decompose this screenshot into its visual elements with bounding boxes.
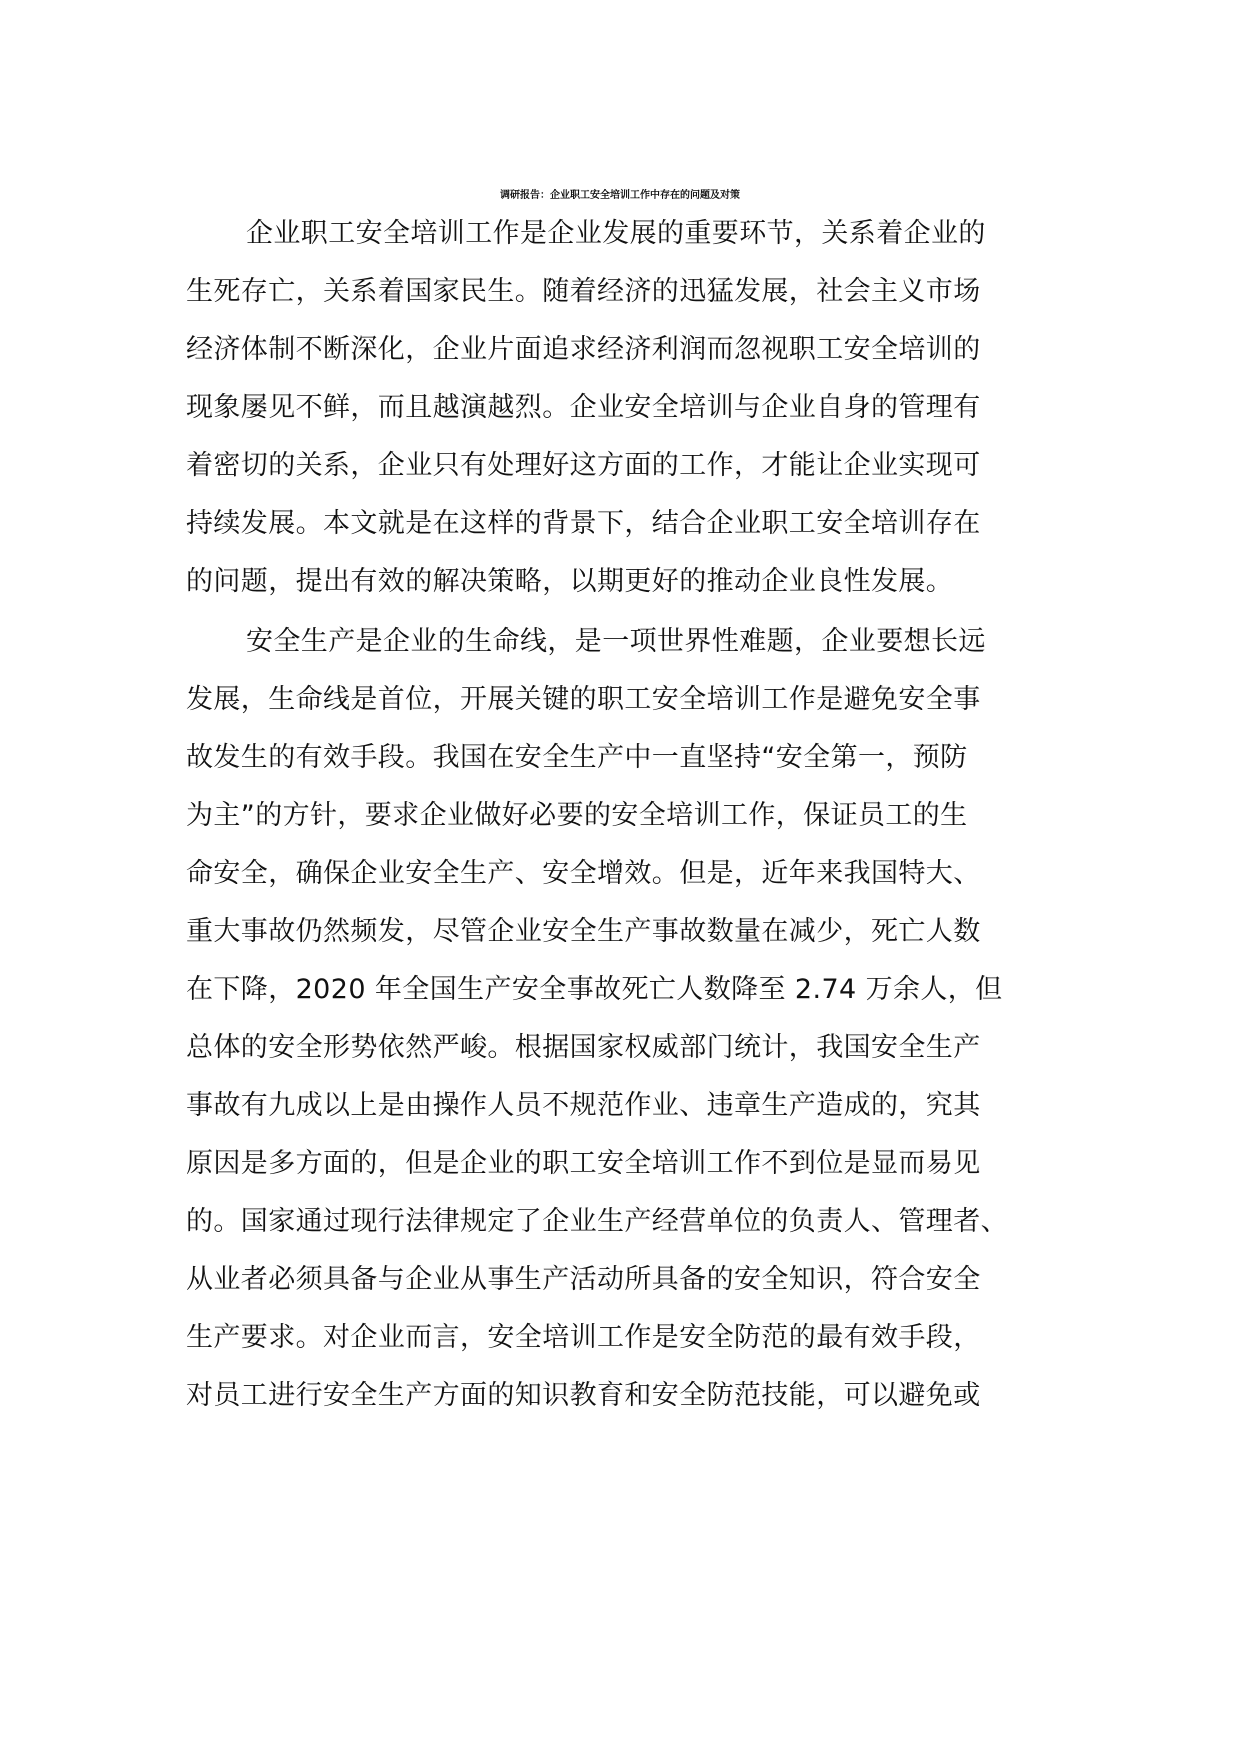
document-title: 调研报告：企业职工安全培训工作中存在的问题及对策: [500, 190, 740, 201]
paragraph-1-line-1: 企业职工安全培训工作是企业发展的重要环节，关系着企业的: [246, 218, 986, 249]
paragraph-2-line-10: 原因是多方面的，但是企业的职工安全培训工作不到位是显而易见: [186, 1148, 981, 1179]
paragraph-2-line-6: 重大事故仍然频发，尽管企业安全生产事故数量在减少，死亡人数: [186, 916, 981, 947]
paragraph-1-line-5: 着密切的关系，企业只有处理好这方面的工作，才能让企业实现可: [186, 450, 981, 481]
paragraph-2-line-4: 为主”的方针，要求企业做好必要的安全培训工作，保证员工的生: [186, 800, 968, 831]
paragraph-2-line-2: 发展，生命线是首位，开展关键的职工安全培训工作是避免安全事: [186, 684, 981, 715]
paragraph-2-line-1: 安全生产是企业的生命线，是一项世界性难题，企业要想长远: [246, 626, 986, 657]
paragraph-2-line-7: 在下降，2020 年全国生产安全事故死亡人数降至 2.74 万余人，但: [186, 974, 1003, 1005]
paragraph-1-line-6: 持续发展。本文就是在这样的背景下，结合企业职工安全培训存在: [186, 508, 981, 539]
paragraph-2-line-8: 总体的安全形势依然严峻。根据国家权威部门统计，我国安全生产: [186, 1032, 981, 1063]
paragraph-1-line-3: 经济体制不断深化，企业片面追求经济利润而忽视职工安全培训的: [186, 334, 981, 365]
paragraph-2-line-12: 从业者必须具备与企业从事生产活动所具备的安全知识，符合安全: [186, 1264, 981, 1295]
paragraph-1-line-7: 的问题，提出有效的解决策略，以期更好的推动企业良性发展。: [186, 566, 954, 597]
paragraph-2-line-5: 命安全，确保企业安全生产、安全增效。但是，近年来我国特大、: [186, 858, 981, 889]
paragraph-2-line-9: 事故有九成以上是由操作人员不规范作业、违章生产造成的，究其: [186, 1090, 981, 1121]
paragraph-1-line-2: 生死存亡，关系着国家民生。随着经济的迅猛发展，社会主义市场: [186, 276, 981, 307]
paragraph-2-line-3: 故发生的有效手段。我国在安全生产中一直坚持“安全第一，预防: [186, 742, 968, 773]
paragraph-1-line-4: 现象屡见不鲜，而且越演越烈。企业安全培训与企业自身的管理有: [186, 392, 981, 423]
paragraph-2-line-14: 对员工进行安全生产方面的知识教育和安全防范技能，可以避免或: [186, 1380, 981, 1411]
paragraph-2-line-11: 的。国家通过现行法律规定了企业生产经营单位的负责人、管理者、: [186, 1206, 1008, 1237]
paragraph-2-line-13: 生产要求。对企业而言，安全培训工作是安全防范的最有效手段，: [186, 1322, 981, 1353]
